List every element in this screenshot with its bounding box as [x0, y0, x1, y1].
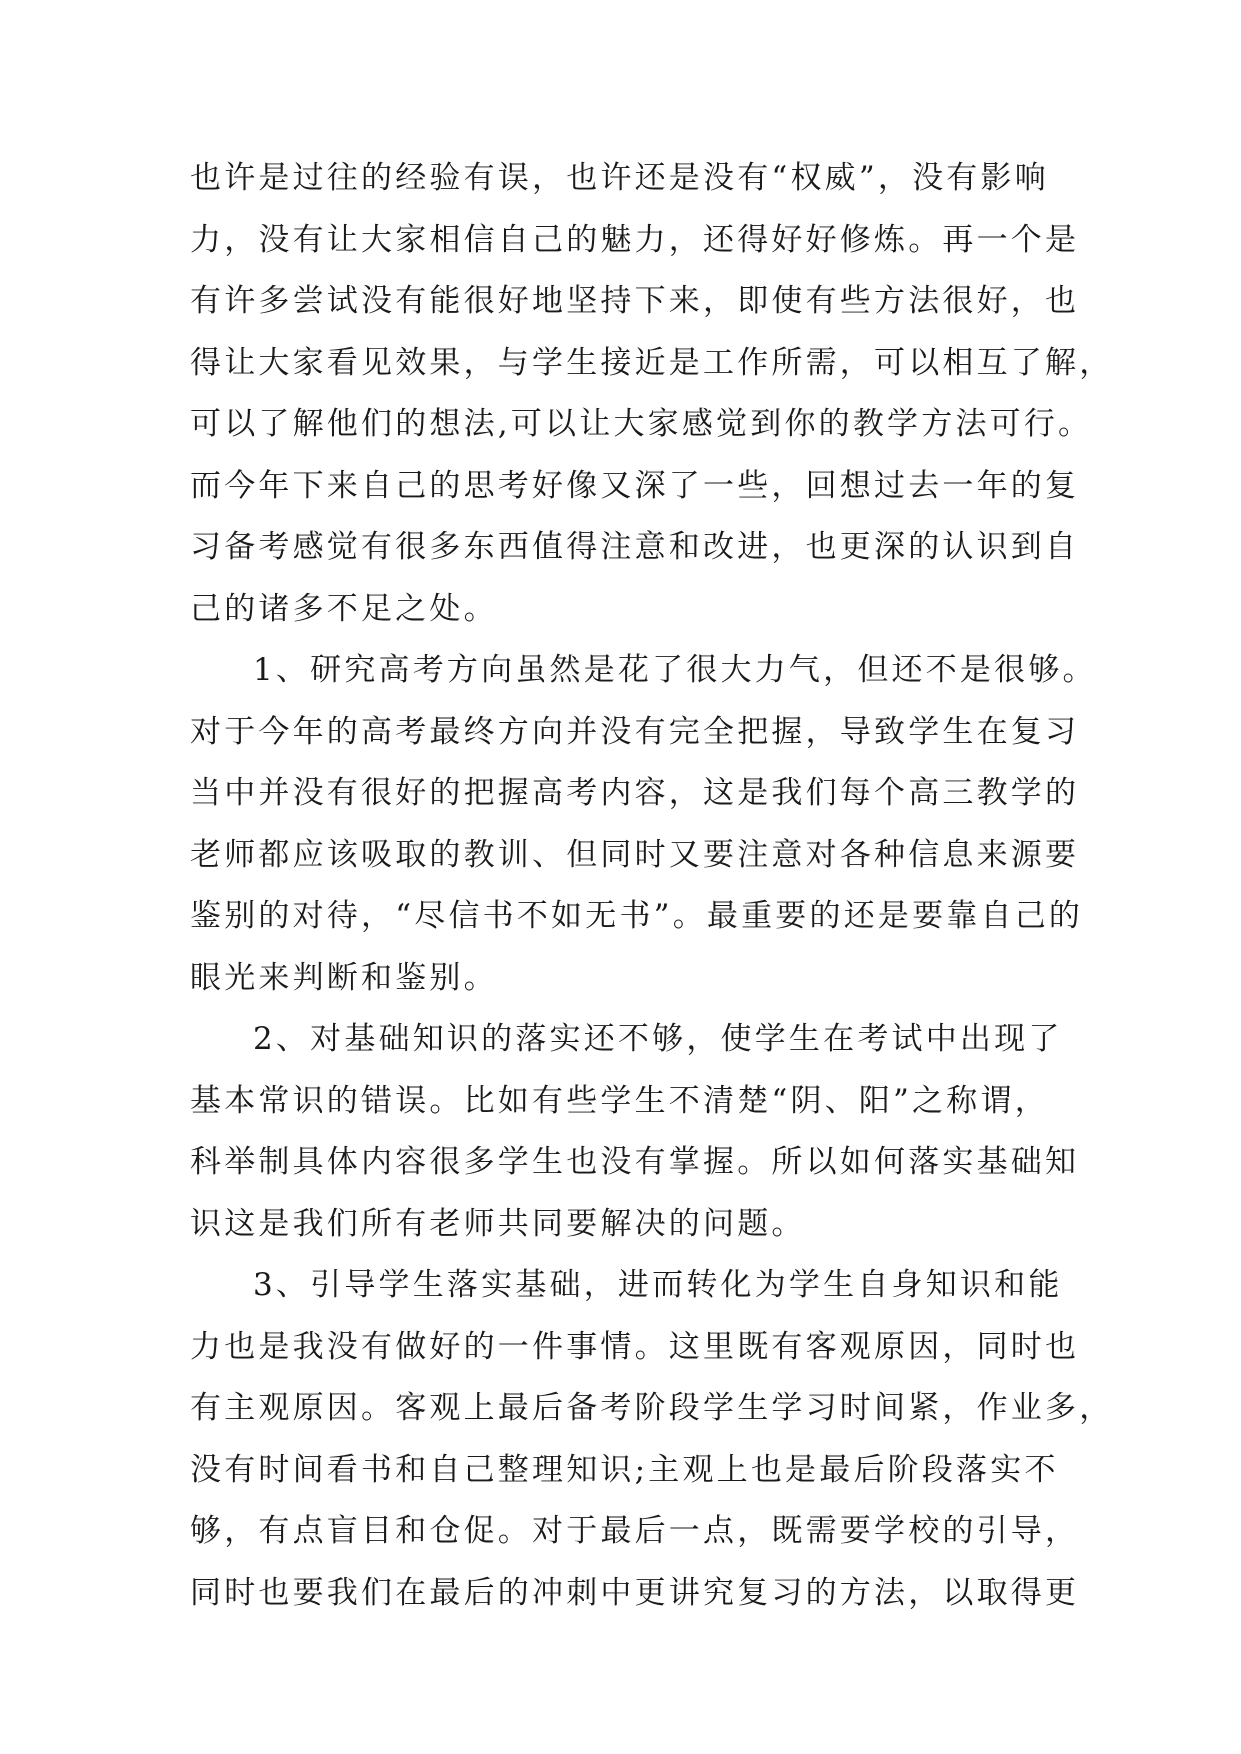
text-line: 鉴别的对待，“尽信书不如无书”。最重要的还是要靠自己的 — [190, 898, 1084, 934]
text-line: 也许是过往的经验有误，也许还是没有“权威”，没有影响 — [190, 160, 1049, 196]
text-line: 而今年下来自己的思考好像又深了一些，回想过去一年的复 — [190, 467, 1080, 504]
text-line: 基本常识的错误。比如有些学生不清楚“阴、阳”之称谓， — [190, 1082, 1049, 1119]
text-line: 当中并没有很好的把握高考内容，这是我们每个高三教学的 — [190, 775, 1080, 811]
text-line: 己的诸多不足之处。 — [190, 590, 498, 627]
document-page — [190, 148, 1114, 1624]
text-line: 没有时间看书和自己整理知识;主观上也是最后阶段落实不 — [190, 1451, 1059, 1488]
text-line: 识这是我们所有老师共同要解决的问题。 — [190, 1205, 806, 1242]
text-line: 眼光来判断和鉴别。 — [190, 959, 498, 996]
paragraph-3-heading-line: 3、引导学生落实基础，进而转化为学生自身知识和能 — [253, 1267, 1063, 1303]
text-line: 科举制具体内容很多学生也没有掌握。所以如何落实基础知 — [190, 1144, 1080, 1180]
text-line: 力，没有让大家相信自己的魅力，还得好好修炼。再一个是 — [190, 221, 1080, 258]
text-line: 有主观原因。客观上最后备考阶段学生学习时间紧，作业多， — [190, 1390, 1114, 1426]
text-line: 可以了解他们的想法,可以让大家感觉到你的教学方法可行。 — [190, 406, 1093, 442]
paragraph-2-heading-line: 2、对基础知识的落实还不够，使学生在考试中出现了 — [253, 1021, 1063, 1057]
paragraph-1-heading-line: 1、研究高考方向虽然是花了很大力气，但还不是很够。 — [253, 652, 1097, 688]
text-line: 得让大家看见效果，与学生接近是工作所需，可以相互了解， — [190, 344, 1114, 381]
text-line: 老师都应该吸取的教训、但同时又要注意对各种信息来源要 — [190, 836, 1080, 873]
text-line: 对于今年的高考最终方向并没有完全把握，导致学生在复习 — [190, 713, 1080, 750]
text-line: 同时也要我们在最后的冲刺中更讲究复习的方法，以取得更 — [190, 1574, 1080, 1611]
text-line: 习备考感觉有很多东西值得注意和改进，也更深的认识到自 — [190, 529, 1080, 565]
text-line: 够，有点盲目和仓促。对于最后一点，既需要学校的引导， — [190, 1513, 1080, 1549]
text-line: 力也是我没有做好的一件事情。这里既有客观原因，同时也 — [190, 1328, 1080, 1365]
text-line: 有许多尝试没有能很好地坚持下来，即使有些方法很好，也 — [190, 283, 1080, 319]
